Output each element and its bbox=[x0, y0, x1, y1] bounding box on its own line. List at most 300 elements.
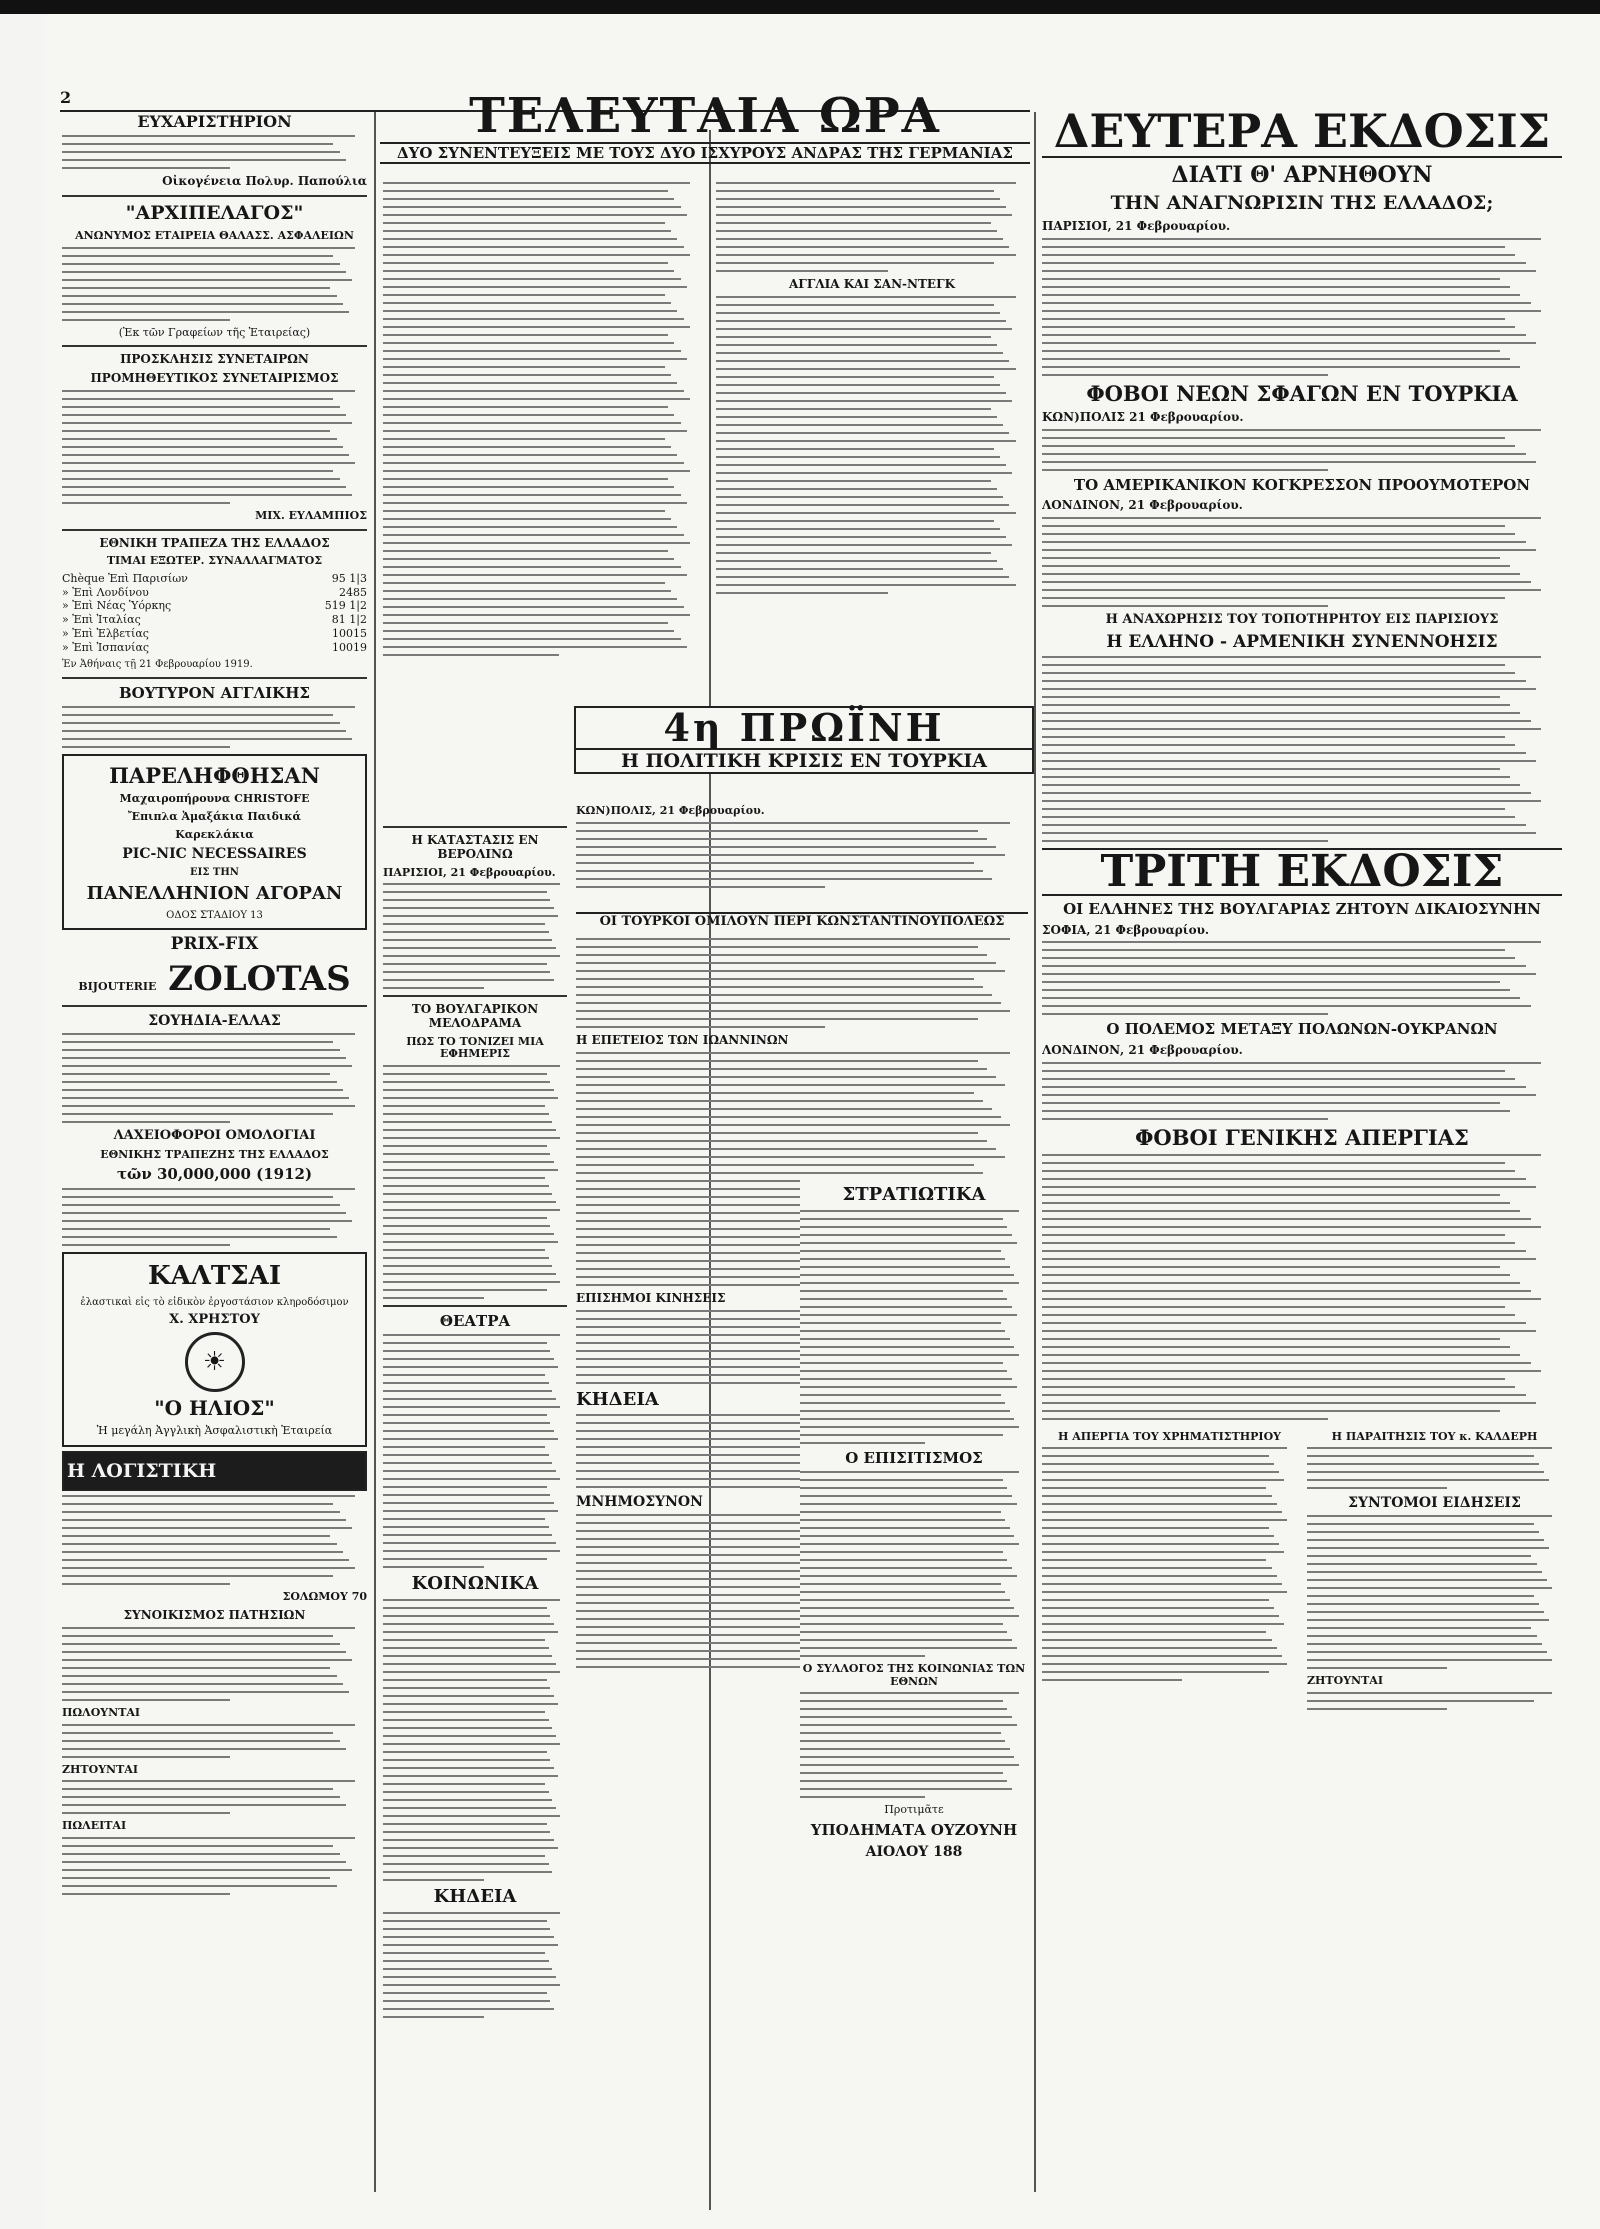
why-subhead: ΤΗΝ ΑΝΑΓΝΩΡΙΣΙΝ ΤΗΣ ΕΛΛΑΔΟΣ; bbox=[1110, 192, 1494, 215]
text-line bbox=[1042, 374, 1328, 376]
text-line bbox=[383, 1847, 558, 1849]
text-line bbox=[383, 2008, 554, 2010]
text-line bbox=[1042, 278, 1500, 280]
text-line bbox=[62, 295, 337, 297]
divider bbox=[62, 677, 367, 679]
text-line bbox=[1307, 1651, 1547, 1653]
column-rule bbox=[1034, 112, 1036, 2192]
text-line bbox=[800, 1748, 1010, 1750]
text-line bbox=[383, 1534, 552, 1536]
text-line bbox=[800, 1511, 1001, 1513]
text-line bbox=[383, 1153, 550, 1155]
text-line bbox=[383, 1928, 550, 1930]
text-line bbox=[716, 270, 888, 272]
text-line bbox=[383, 214, 687, 216]
text-line bbox=[1307, 1523, 1534, 1525]
bank-rate-label: » Ἐπὶ Ἰταλίας bbox=[62, 613, 141, 627]
text-line bbox=[383, 955, 560, 957]
text-line bbox=[1042, 238, 1541, 240]
text-line bbox=[1307, 1643, 1542, 1645]
text-line bbox=[383, 1767, 554, 1769]
text-line bbox=[1042, 1162, 1505, 1164]
sun-subtitle: Ἡ μεγάλη Ἀγγλικὴ Ἀσφαλιστικὴ Ἑταιρεία bbox=[96, 1423, 333, 1437]
text-line bbox=[800, 1274, 1014, 1276]
text-line bbox=[383, 182, 690, 184]
text-line bbox=[383, 1566, 484, 1568]
text-line bbox=[383, 1526, 549, 1528]
divider bbox=[383, 1305, 567, 1307]
text-line bbox=[383, 1422, 550, 1424]
text-line bbox=[383, 1137, 560, 1139]
text-line bbox=[62, 319, 230, 321]
text-line bbox=[1042, 1671, 1269, 1673]
text-line bbox=[383, 1462, 552, 1464]
text-line bbox=[800, 1370, 1007, 1372]
text-line bbox=[62, 1885, 337, 1887]
text-line bbox=[1042, 1330, 1536, 1332]
crisis-dateline: ΚΩΝ)ΠΟΛΙΣ, 21 Φεβρουαρίου. bbox=[576, 804, 765, 817]
bank-rate-label: » Ἐπὶ Λονδίνου bbox=[62, 585, 149, 599]
text-line bbox=[1042, 664, 1505, 666]
text-line bbox=[62, 1699, 230, 1701]
text-line bbox=[716, 552, 991, 554]
text-line bbox=[62, 1788, 333, 1790]
text-line bbox=[800, 1210, 1019, 1212]
thanks-title: ΕΥΧΑΡΙΣΤΗΡΙΟΝ bbox=[137, 112, 292, 131]
text-line bbox=[1042, 752, 1526, 754]
text-line bbox=[1307, 1539, 1544, 1541]
text-line bbox=[800, 1503, 1017, 1505]
text-line bbox=[383, 1342, 547, 1344]
text-line bbox=[383, 302, 671, 304]
crisis-text bbox=[576, 822, 1028, 888]
text-line bbox=[716, 424, 1003, 426]
text-line bbox=[383, 486, 674, 488]
text-line bbox=[383, 1695, 554, 1697]
text-line bbox=[1307, 1595, 1534, 1597]
text-line bbox=[62, 730, 346, 732]
text-line bbox=[1042, 1535, 1274, 1537]
text-line bbox=[383, 1671, 560, 1673]
text-line bbox=[1042, 1559, 1266, 1561]
berlin-dateline: ΠΑΡΙΣΙΟΙ, 21 Φεβρουαρίου. bbox=[383, 865, 556, 879]
logistiki-title: Η ΛΟΓΙΣΤΙΚΗ bbox=[67, 1459, 217, 1482]
text-line bbox=[716, 344, 997, 346]
text-line bbox=[576, 978, 974, 980]
text-line bbox=[383, 1478, 560, 1480]
why-text bbox=[1042, 238, 1562, 376]
text-line bbox=[383, 478, 668, 480]
text-line bbox=[383, 1615, 550, 1617]
bank-rate-value: 95 1|3 bbox=[331, 571, 367, 585]
bank-rate-value: 10015 bbox=[332, 626, 367, 640]
text-line bbox=[1042, 1354, 1520, 1356]
text-line bbox=[716, 222, 991, 224]
text-line bbox=[383, 1225, 550, 1227]
text-line bbox=[62, 438, 337, 440]
text-line bbox=[62, 1635, 333, 1637]
text-line bbox=[576, 1140, 987, 1142]
butter-title: ΒΟΥΤΥΡΟΝ ΑΓΓΛΙΚΗΣ bbox=[118, 683, 310, 702]
koinonika-text bbox=[383, 1599, 567, 1881]
text-line bbox=[716, 296, 1016, 298]
text-line bbox=[383, 1879, 484, 1881]
text-line bbox=[1042, 1218, 1531, 1220]
zitountai-text bbox=[62, 1780, 367, 1814]
text-line bbox=[1042, 1102, 1500, 1104]
text-line bbox=[383, 1743, 560, 1745]
text-line bbox=[62, 1845, 333, 1847]
text-line bbox=[800, 1567, 1012, 1569]
text-line bbox=[1042, 533, 1515, 535]
text-line bbox=[576, 830, 978, 832]
text-line bbox=[800, 1692, 1019, 1694]
bank-rate-label: Chèque Ἐπὶ Παρισίων bbox=[62, 571, 188, 585]
text-line bbox=[383, 1438, 558, 1440]
text-line bbox=[62, 478, 340, 480]
text-line bbox=[800, 1772, 1003, 1774]
bijou-label: BIJOUTERIE bbox=[78, 979, 157, 993]
text-line bbox=[1307, 1667, 1447, 1669]
text-line bbox=[62, 1837, 355, 1839]
text-line bbox=[1042, 310, 1541, 312]
text-line bbox=[1042, 581, 1531, 583]
text-line bbox=[1042, 1226, 1541, 1228]
text-line bbox=[1042, 1503, 1277, 1505]
text-line bbox=[576, 994, 992, 996]
text-line bbox=[576, 1666, 825, 1668]
stock-strike-text bbox=[1042, 1447, 1297, 1681]
divider bbox=[383, 995, 567, 997]
text-line bbox=[62, 1503, 333, 1505]
text-line bbox=[716, 320, 1006, 322]
text-line bbox=[1042, 1062, 1541, 1064]
text-line bbox=[383, 1759, 550, 1761]
shoes-title: ΥΠΟΔΗΜΑΤΑ ΟΥΖΟΥΝΗ bbox=[810, 1820, 1018, 1839]
zolotas-name: ZOLOTAS bbox=[168, 958, 351, 999]
column-news-3-right bbox=[800, 1180, 1028, 2190]
text-line bbox=[1042, 720, 1531, 722]
text-line bbox=[62, 1220, 352, 1222]
text-line bbox=[1042, 1346, 1510, 1348]
text-line bbox=[383, 1129, 556, 1131]
text-line bbox=[383, 1366, 558, 1368]
text-line bbox=[383, 326, 690, 328]
text-line bbox=[1042, 254, 1515, 256]
text-line bbox=[1042, 1623, 1284, 1625]
text-line bbox=[576, 986, 983, 988]
stratiotika-head: ΣΤΡΑΤΙΩΤΙΚΑ bbox=[842, 1184, 986, 1205]
text-line bbox=[800, 1599, 1010, 1601]
text-line bbox=[1042, 1086, 1526, 1088]
text-line bbox=[716, 336, 991, 338]
text-line bbox=[62, 1212, 346, 1214]
thanks-text bbox=[62, 135, 367, 169]
text-line bbox=[716, 464, 1006, 466]
text-line bbox=[383, 1735, 556, 1737]
text-line bbox=[1307, 1555, 1531, 1557]
text-line bbox=[716, 182, 1016, 184]
text-line bbox=[1042, 366, 1520, 368]
text-line bbox=[383, 1663, 556, 1665]
text-line bbox=[800, 1732, 1001, 1734]
text-line bbox=[576, 1486, 825, 1488]
text-line bbox=[576, 954, 987, 956]
text-line bbox=[1307, 1692, 1552, 1694]
text-line bbox=[62, 1057, 346, 1059]
text-line bbox=[800, 1418, 1014, 1420]
bulgar-subhead: ΠΩΣ ΤΟ ΤΟΝΙΖΕΙ ΜΙΑ ΕΦΗΜΕΡΙΣ bbox=[406, 1034, 544, 1061]
text-line bbox=[383, 1145, 547, 1147]
column-news-2-bottom bbox=[383, 820, 567, 2190]
text-line bbox=[1042, 1527, 1269, 1529]
turks-text bbox=[576, 938, 1028, 1028]
text-line bbox=[800, 1716, 1012, 1718]
text-line bbox=[383, 1169, 558, 1171]
text-line bbox=[1042, 1178, 1526, 1180]
text-line bbox=[1307, 1579, 1547, 1581]
text-line bbox=[1042, 1511, 1282, 1513]
polish-war-head: Ο ΠΟΛΕΜΟΣ ΜΕΤΑΞΥ ΠΟΛΩΝΩΝ-ΟΥΚΡΑΝΩΝ bbox=[1106, 1020, 1498, 1039]
text-line bbox=[576, 1382, 825, 1384]
text-line bbox=[800, 1402, 1005, 1404]
text-line bbox=[1042, 1519, 1287, 1521]
text-line bbox=[1042, 824, 1526, 826]
text-line bbox=[62, 1081, 337, 1083]
text-line bbox=[62, 167, 230, 169]
text-line bbox=[1042, 1194, 1500, 1196]
text-line bbox=[383, 907, 554, 909]
text-line bbox=[1042, 1394, 1526, 1396]
text-line bbox=[62, 1089, 343, 1091]
text-line bbox=[576, 1084, 1005, 1086]
logistiki-ad bbox=[62, 1451, 367, 1492]
text-line bbox=[62, 1113, 333, 1115]
text-line bbox=[383, 614, 690, 616]
text-line bbox=[62, 502, 230, 504]
coop-text bbox=[62, 390, 367, 504]
text-line bbox=[383, 622, 668, 624]
text-line bbox=[1042, 1290, 1531, 1292]
text-line bbox=[800, 1338, 1010, 1340]
parel-ad bbox=[62, 754, 367, 930]
fourth-edition-title: 4η ΠΡΩΪΝΗ bbox=[663, 705, 945, 750]
divider bbox=[62, 529, 367, 531]
text-line bbox=[383, 1623, 554, 1625]
stratiotika-text bbox=[800, 1210, 1028, 1444]
text-line bbox=[62, 1567, 355, 1569]
text-line bbox=[1042, 326, 1515, 328]
poloundai-text bbox=[62, 1724, 367, 1758]
text-line bbox=[383, 1607, 547, 1609]
text-line bbox=[1307, 1611, 1544, 1613]
text-line bbox=[1042, 318, 1505, 320]
bulgar-head: ΤΟ ΒΟΥΛΓΑΡΙΚΟΝ ΜΕΛΟΔΡΑΜΑ bbox=[411, 1002, 539, 1031]
bank-rate-row bbox=[62, 613, 367, 627]
text-line bbox=[576, 854, 1005, 856]
text-line bbox=[800, 1700, 1003, 1702]
text-line bbox=[383, 1374, 545, 1376]
kideia-text bbox=[383, 1912, 567, 2018]
poleitai-text bbox=[62, 1837, 367, 1895]
text-line bbox=[62, 1732, 333, 1734]
ioannina-head: Η ΕΠΕΤΕΙΟΣ ΤΩΝ ΙΩΑΝΝΙΝΩΝ bbox=[576, 1033, 789, 1047]
text-line bbox=[383, 430, 687, 432]
text-line bbox=[383, 2000, 550, 2002]
bottom-split bbox=[1042, 1426, 1562, 1716]
divider bbox=[62, 345, 367, 347]
text-line bbox=[383, 979, 554, 981]
text-line bbox=[62, 1041, 333, 1043]
text-line bbox=[800, 1639, 1012, 1641]
text-line bbox=[62, 1575, 333, 1577]
text-line bbox=[1042, 541, 1526, 543]
text-line bbox=[62, 1869, 352, 1871]
text-line bbox=[1042, 1070, 1505, 1072]
text-line bbox=[62, 1643, 340, 1645]
text-line bbox=[1042, 1094, 1536, 1096]
lottery-text bbox=[62, 1188, 367, 1246]
text-line bbox=[576, 1148, 996, 1150]
text-line bbox=[383, 246, 684, 248]
kaltsai-name: Χ. ΧΡΗΣΤΟΥ bbox=[169, 1312, 260, 1328]
bank-rate-row bbox=[62, 586, 367, 600]
fears-head: ΦΟΒΟΙ ΝΕΩΝ ΣΦΑΓΩΝ ΕΝ ΤΟΥΡΚΙΑ bbox=[1086, 380, 1518, 406]
text-line bbox=[716, 432, 1009, 434]
text-line bbox=[1042, 525, 1505, 527]
text-line bbox=[1042, 997, 1520, 999]
text-line bbox=[62, 1748, 346, 1750]
text-line bbox=[1042, 1242, 1515, 1244]
text-line bbox=[383, 1976, 556, 1978]
text-line bbox=[576, 1100, 983, 1102]
text-line bbox=[383, 1655, 552, 1657]
text-line bbox=[716, 520, 994, 522]
why-head: ΔΙΑΤΙ Θ' ΑΡΝΗΘΟΥΝ bbox=[1171, 162, 1433, 188]
text-line bbox=[383, 1297, 484, 1299]
text-line bbox=[383, 1775, 558, 1777]
text-line bbox=[1042, 1078, 1515, 1080]
text-line bbox=[800, 1298, 1007, 1300]
text-line bbox=[62, 1073, 330, 1075]
text-line bbox=[1042, 1274, 1510, 1276]
text-line bbox=[1042, 1455, 1269, 1457]
text-line bbox=[1042, 573, 1520, 575]
text-line bbox=[1042, 1575, 1277, 1577]
text-line bbox=[576, 1026, 825, 1028]
text-line bbox=[383, 190, 668, 192]
polish-war-text bbox=[1042, 1062, 1562, 1120]
text-line bbox=[62, 1559, 349, 1561]
text-line bbox=[576, 862, 974, 864]
text-line bbox=[1042, 469, 1328, 471]
berlin-head: Η ΚΑΤΑΣΤΑΣΙΣ ΕΝ ΒΕΡΟΛΙΝΩ bbox=[411, 833, 539, 861]
text-line bbox=[800, 1583, 1001, 1585]
text-line bbox=[62, 287, 330, 289]
text-line bbox=[800, 1322, 1001, 1324]
text-line bbox=[383, 1502, 554, 1504]
text-line bbox=[1042, 704, 1510, 706]
text-line bbox=[1042, 461, 1536, 463]
congress-text bbox=[1042, 517, 1562, 607]
scan-left-margin bbox=[0, 14, 44, 2229]
text-line bbox=[383, 1984, 560, 1986]
text-line bbox=[62, 1204, 340, 1206]
text-line bbox=[383, 254, 690, 256]
text-line bbox=[1042, 800, 1541, 802]
text-line bbox=[62, 1877, 330, 1879]
text-line bbox=[62, 1105, 355, 1107]
text-line bbox=[383, 1185, 549, 1187]
congress-dateline: ΛΟΝΔΙΝΟΝ, 21 Φεβρουαρίου. bbox=[1042, 498, 1243, 513]
text-line bbox=[383, 382, 677, 384]
text-line bbox=[800, 1591, 1005, 1593]
text-line bbox=[383, 534, 684, 536]
text-line bbox=[1042, 1655, 1282, 1657]
text-line bbox=[62, 398, 333, 400]
text-line bbox=[1307, 1619, 1549, 1621]
text-line bbox=[62, 1033, 355, 1035]
logistiki-address: ΣΟΛΩΜΟΥ 70 bbox=[282, 1590, 367, 1604]
text-line bbox=[383, 1121, 552, 1123]
text-line bbox=[716, 544, 1012, 546]
text-line bbox=[62, 1780, 355, 1782]
text-line bbox=[383, 1382, 549, 1384]
text-line bbox=[62, 1583, 230, 1585]
kaltsai-ad bbox=[62, 1252, 367, 1447]
text-line bbox=[1042, 728, 1541, 730]
text-line bbox=[1307, 1603, 1539, 1605]
text-line bbox=[383, 1799, 552, 1801]
text-line bbox=[1042, 776, 1510, 778]
text-line bbox=[383, 422, 681, 424]
text-line bbox=[383, 1241, 558, 1243]
text-line bbox=[716, 368, 1016, 370]
text-line bbox=[62, 1121, 230, 1123]
text-line bbox=[1042, 744, 1515, 746]
text-line bbox=[62, 486, 346, 488]
text-line bbox=[1307, 1487, 1447, 1489]
text-line bbox=[800, 1258, 1005, 1260]
text-line bbox=[383, 1647, 549, 1649]
text-line bbox=[62, 1527, 352, 1529]
text-line bbox=[800, 1234, 1012, 1236]
text-line bbox=[1042, 589, 1541, 591]
text-line bbox=[1042, 1495, 1272, 1497]
text-line bbox=[1042, 1370, 1541, 1372]
text-line bbox=[383, 1751, 547, 1753]
text-line bbox=[1042, 1410, 1500, 1412]
greeks-bulg-text bbox=[1042, 941, 1562, 1015]
text-line bbox=[62, 271, 346, 273]
text-line bbox=[1042, 1583, 1282, 1585]
text-line bbox=[576, 1002, 1001, 1004]
prixfix-label: PRIX-FIX bbox=[170, 934, 259, 955]
text-line bbox=[383, 318, 684, 320]
text-line bbox=[1042, 1479, 1284, 1481]
text-line bbox=[62, 1543, 337, 1545]
text-line bbox=[800, 1740, 1005, 1742]
text-line bbox=[800, 1708, 1007, 1710]
text-line bbox=[383, 1823, 547, 1825]
text-line bbox=[1042, 565, 1510, 567]
text-line bbox=[383, 1631, 558, 1633]
text-line bbox=[383, 1831, 550, 1833]
text-line bbox=[1042, 1154, 1541, 1156]
text-line bbox=[62, 1659, 352, 1661]
text-line bbox=[1307, 1547, 1549, 1549]
text-line bbox=[62, 738, 352, 740]
